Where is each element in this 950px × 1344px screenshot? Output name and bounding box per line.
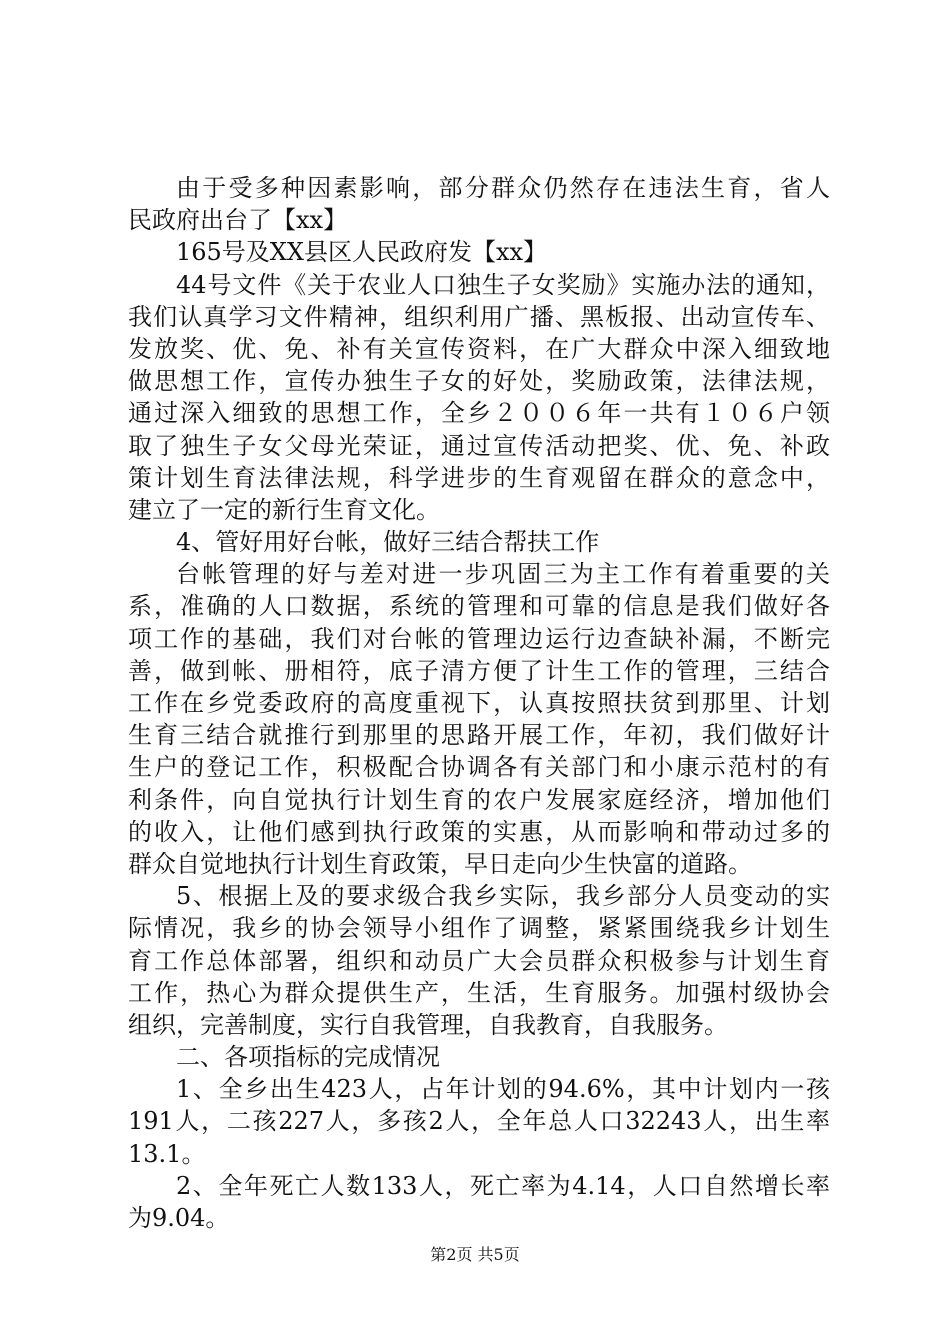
text-line: 策计划生育法律法规，科学进步的生育观留在群众的意念中，	[128, 463, 830, 492]
text-line: 工作，热心为群众提供生产，生活，生育服务。加强村级协会	[128, 978, 830, 1007]
text-line: 通过深入细致的思想工作，全乡２００６年一共有１０６户领	[128, 399, 830, 428]
text-line: 191人，二孩227人，多孩2人，全年总人口32243人，出生率	[128, 1107, 830, 1136]
text-line: 系，准确的人口数据，系统的管理和可靠的信息是我们做好各	[128, 592, 830, 621]
text-line: 际情况，我乡的协会领导小组作了调整，紧紧围绕我乡计划生	[128, 914, 830, 943]
text-line: 工作在乡党委政府的高度重视下，认真按照扶贫到那里、计划	[128, 689, 830, 717]
text-line: 群众自觉地执行计划生育政策，早日走向少生快富的道路。	[128, 849, 752, 878]
text-line: 为9.04。	[128, 1204, 230, 1232]
text-line: 生育三结合就推行到那里的思路开展工作，年初，我们做好计	[128, 721, 830, 750]
text-line: 44号文件《关于农业人口独生子女奖励》实施办法的通知，	[176, 270, 830, 299]
text-line: 组织，完善制度，实行自我管理，自我教育，自我服务。	[128, 1010, 728, 1039]
text-line: 的收入，让他们感到执行政策的实惠，从而影响和带动过多的	[128, 817, 830, 846]
text-line: 1、全乡出生423人，占年计划的94.6%，其中计划内一孩	[176, 1075, 830, 1104]
text-line: 5、根据上及的要求级合我乡实际，我乡部分人员变动的实	[176, 882, 830, 911]
page-footer: 第2页 共5页	[430, 1245, 520, 1264]
text-line: 利条件，向自觉执行计划生育的农户发展家庭经济，增加他们	[128, 785, 830, 814]
text-line: 2、全年死亡人数133人，死亡率为4.14，人口自然增长率	[176, 1171, 830, 1200]
text-line: 育工作总体部署，组织和动员广大会员群众积极参与计划生育	[128, 946, 830, 975]
text-line: 台帐管理的好与差对进一步巩固三为主工作有着重要的关	[176, 560, 830, 589]
text-line: 13.1。	[128, 1139, 206, 1168]
text-line: 4、管好用好台帐，做好三结合帮扶工作	[176, 528, 600, 557]
text-line: 生户的登记工作，积极配合协调各有关部门和小康示范村的有	[128, 753, 830, 782]
text-line: 善，做到帐、册相符，底子清方便了计生工作的管理，三结合	[128, 656, 830, 685]
text-line: 165号及XX县区人民政府发【xx】	[176, 238, 548, 267]
text-line: 发放奖、优、免、补有关宣传资料，在广大群众中深入细致地	[128, 334, 830, 363]
text-line: 建立了一定的新行生育文化。	[128, 495, 440, 524]
text-line: 民政府出台了【xx】	[128, 206, 348, 235]
text-line: 由于受多种因素影响，部分群众仍然存在违法生育，省人	[176, 174, 830, 202]
text-line: 项工作的基础，我们对台帐的管理边运行边查缺补漏，不断完	[128, 624, 830, 653]
text-line: 二、各项指标的完成情况	[176, 1043, 440, 1072]
text-line: 我们认真学习文件精神，组织利用广播、黑板报、出动宣传车、	[128, 302, 830, 331]
text-line: 取了独生子女父母光荣证，通过宣传活动把奖、优、免、补政	[128, 431, 830, 460]
text-line: 做思想工作，宣传办独生子女的好处，奖励政策，法律法规，	[128, 367, 830, 396]
document-body	[128, 172, 830, 1234]
